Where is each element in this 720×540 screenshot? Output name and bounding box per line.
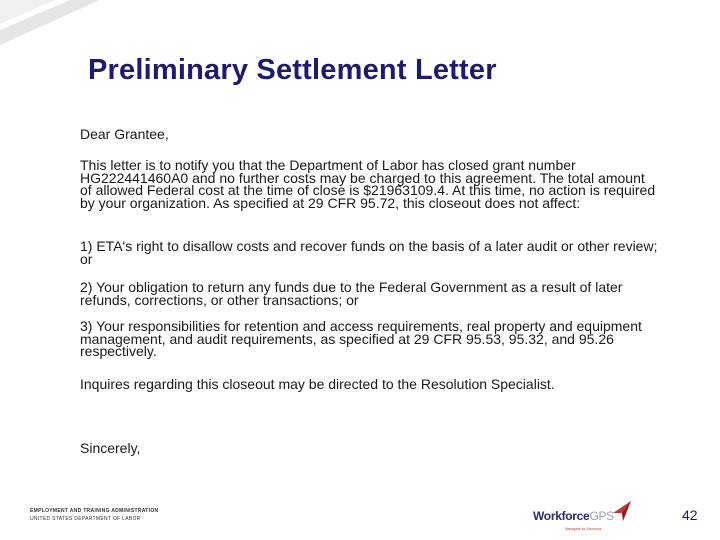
paragraph-item-3: 3) Your responsibilities for retention and access requirements, real property and equipment management, and audit requirements, as specified at 29 CFR 95.53, 95.32, and 95.26 respectively. [80, 318, 642, 359]
dol-eta-logo [30, 508, 180, 522]
compass-arrow-icon [611, 499, 633, 523]
page-number: 42 [682, 507, 698, 523]
salutation: Dear Grantee, [80, 126, 169, 142]
logo-wordmark [533, 509, 614, 523]
workforcegps-logo [533, 497, 633, 531]
agency-line-2: UNITED STATES DEPARTMENT OF LABOR [30, 516, 141, 522]
logo-suffix: GPS [589, 509, 614, 523]
paragraph-inquiries: Inquires regarding this closeout may be directed to the Resolution Specialist. [80, 376, 555, 392]
page-title: Preliminary Settlement Letter [88, 54, 497, 86]
logo-tagline: Navigate to Success [565, 526, 602, 531]
logo-text: Workforce [533, 509, 590, 523]
paragraph-item-1: 1) ETA's right to disallow costs and recover funds on the basis of a later audit or other review; or [80, 238, 658, 267]
agency-line-1: EMPLOYMENT AND TRAINING ADMINISTRATION [30, 508, 159, 514]
paragraph-item-2: 2) Your obligation to return any funds due to the Federal Government as a result of later refunds, corrections, or other transactions; or [80, 279, 623, 308]
closing: Sincerely, [80, 440, 141, 456]
paragraph-notice: This letter is to notify you that the Department of Labor has closed grant number HG222441460A0 and no further costs may be charged to this agreement. The total amount of allowed Federal cost at the time of close is $21963109.4. At this time, no action is required by your organization. As specified at 29 CFR 95.72, this closeout does not affect: [80, 157, 656, 211]
